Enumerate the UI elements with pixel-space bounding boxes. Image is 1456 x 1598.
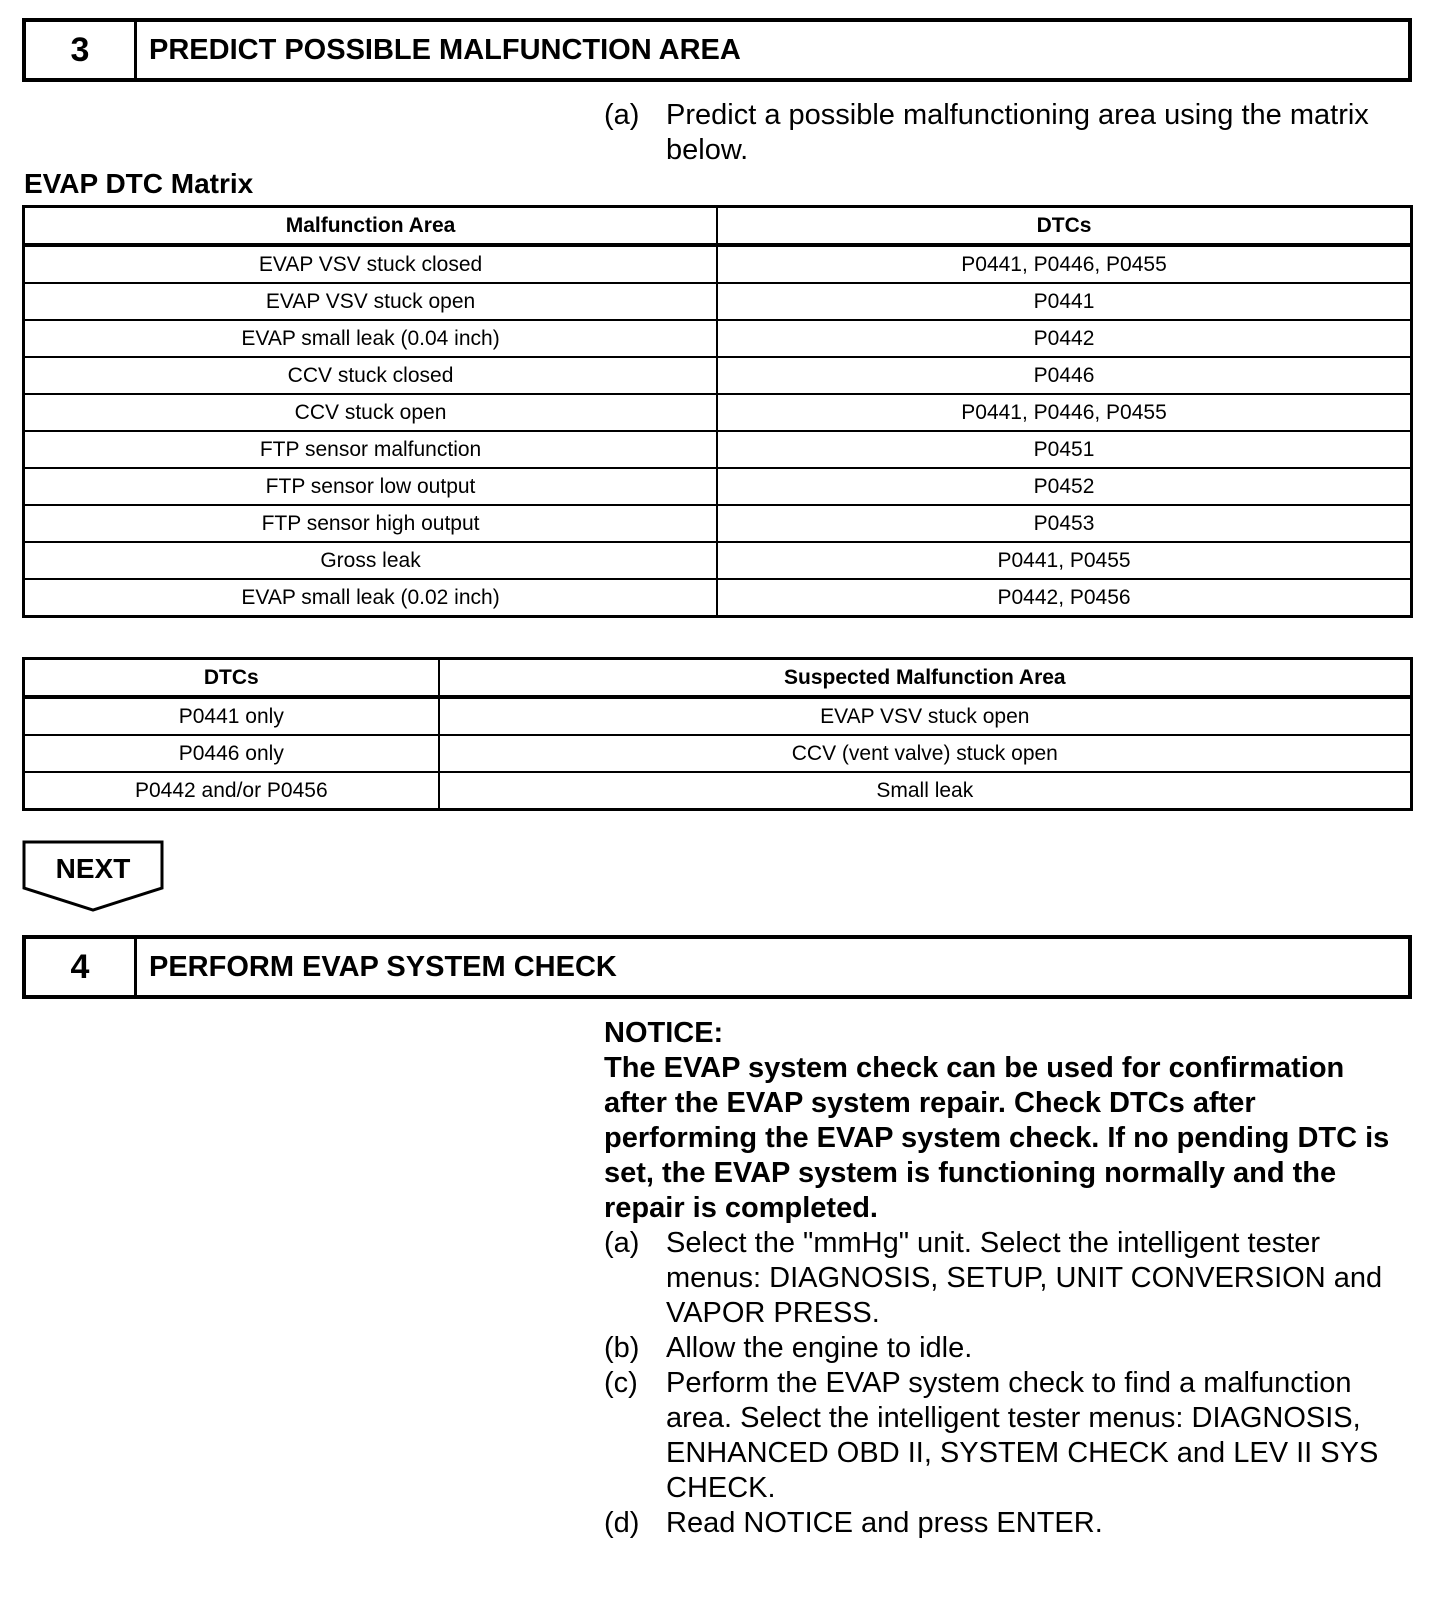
item-text: Predict a possible malfunctioning area using the matrix below. <box>666 99 1369 166</box>
malfunction-area-cell: EVAP small leak (0.02 inch) <box>24 579 718 617</box>
malfunction-area-cell: EVAP small leak (0.04 inch) <box>24 320 718 357</box>
dtc-cell: P0441, P0446, P0455 <box>717 394 1411 431</box>
malfunction-area-cell: EVAP VSV stuck open <box>24 283 718 320</box>
item-label: (a) <box>604 99 640 131</box>
column-header: DTCs <box>24 659 439 698</box>
list-item <box>604 1506 1410 1541</box>
table-header-row <box>24 207 1412 246</box>
table-row <box>24 357 1412 394</box>
malfunction-area-cell: EVAP VSV stuck closed <box>24 245 718 283</box>
table-row <box>24 468 1412 505</box>
dtc-cell: P0441, P0446, P0455 <box>717 245 1411 283</box>
malfunction-area-cell: CCV stuck closed <box>24 357 718 394</box>
next-marker[interactable] <box>22 840 164 912</box>
item-text: Perform the EVAP system check to find a malfunction area. Select the intelligent tester menus: DIAGNOSIS, ENHANCED OBD II, SYSTEM CHECK and LEV II SYS CHECK. <box>666 1367 1379 1504</box>
dtc-cell: P0442 <box>717 320 1411 357</box>
item-label: (c) <box>604 1367 638 1399</box>
dtc-cell: P0446 only <box>24 735 439 772</box>
item-text: Select the "mmHg" unit. Select the intelligent tester menus: DIAGNOSIS, SETUP, UNIT CONVERSION and VAPOR PRESS. <box>666 1227 1383 1329</box>
item-text: Allow the engine to idle. <box>666 1332 973 1364</box>
dtc-cell: P0453 <box>717 505 1411 542</box>
malfunction-area-cell: Gross leak <box>24 542 718 579</box>
column-header: Suspected Malfunction Area <box>439 659 1412 698</box>
step-4-header <box>22 935 1412 999</box>
dtc-cell: P0442 and/or P0456 <box>24 772 439 810</box>
dtc-cell: P0451 <box>717 431 1411 468</box>
table-row <box>24 505 1412 542</box>
malfunction-area-cell: FTP sensor malfunction <box>24 431 718 468</box>
table-row <box>24 283 1412 320</box>
evap-dtc-matrix <box>22 205 1413 618</box>
table-header-row <box>24 659 1412 698</box>
table-row <box>24 772 1412 810</box>
table-row <box>24 245 1412 283</box>
table-row <box>24 431 1412 468</box>
list-item <box>604 1331 1410 1366</box>
table-row <box>24 394 1412 431</box>
step-3-instruction <box>604 98 1404 168</box>
list-item <box>604 1226 1410 1331</box>
notice-text: The EVAP system check can be used for confirmation after the EVAP system repair. Check DTCs after performing the EVAP system check. If no pending DTC is set, the EVAP system is functioning normally and the repair is completed. <box>604 1052 1390 1224</box>
item-label: (a) <box>604 1227 640 1259</box>
item-label: (d) <box>604 1507 640 1539</box>
suspected-area-cell: Small leak <box>439 772 1412 810</box>
table-row <box>24 320 1412 357</box>
column-header: Malfunction Area <box>24 207 718 246</box>
list-item <box>604 1366 1410 1506</box>
step-3-header <box>22 18 1412 82</box>
notice-heading: NOTICE: <box>604 1017 724 1049</box>
step-title: PREDICT POSSIBLE MALFUNCTION AREA <box>149 33 741 66</box>
dtc-cell: P0441 only <box>24 697 439 735</box>
dtc-cell: P0446 <box>717 357 1411 394</box>
table-row <box>24 697 1412 735</box>
dtc-cell: P0452 <box>717 468 1411 505</box>
step-number: 4 <box>26 939 137 995</box>
next-label: NEXT <box>55 853 131 884</box>
column-header: DTCs <box>717 207 1411 246</box>
dtc-cell: P0441, P0455 <box>717 542 1411 579</box>
malfunction-area-cell: FTP sensor low output <box>24 468 718 505</box>
dtc-cell: P0441 <box>717 283 1411 320</box>
table-row <box>24 579 1412 617</box>
suspected-area-cell: EVAP VSV stuck open <box>439 697 1412 735</box>
step-number: 3 <box>26 22 137 78</box>
step-title: PERFORM EVAP SYSTEM CHECK <box>149 950 617 983</box>
matrix-title: EVAP DTC Matrix <box>24 168 254 199</box>
table-row <box>24 735 1412 772</box>
item-label: (b) <box>604 1332 640 1364</box>
malfunction-area-cell: FTP sensor high output <box>24 505 718 542</box>
step-4-body <box>604 1016 1410 1541</box>
table-row <box>24 542 1412 579</box>
malfunction-area-cell: CCV stuck open <box>24 394 718 431</box>
suspected-area-table <box>22 657 1413 811</box>
suspected-area-cell: CCV (vent valve) stuck open <box>439 735 1412 772</box>
dtc-cell: P0442, P0456 <box>717 579 1411 617</box>
item-text: Read NOTICE and press ENTER. <box>666 1507 1103 1539</box>
